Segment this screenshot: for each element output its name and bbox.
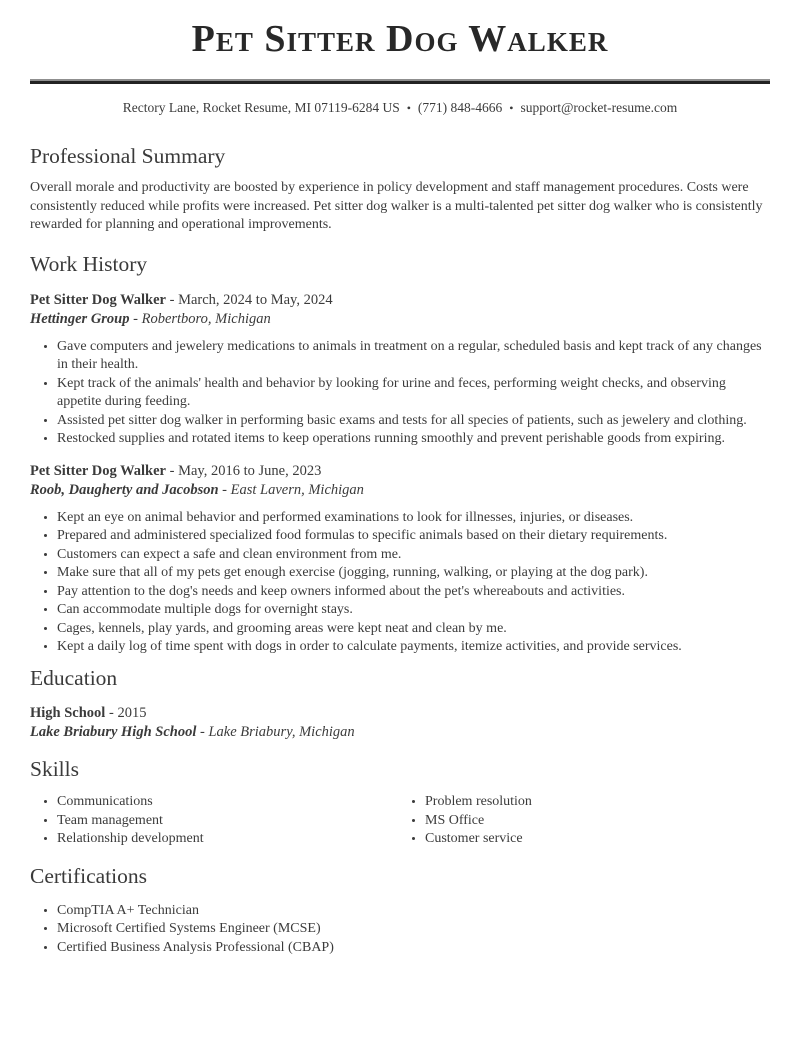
job-title-line (30, 462, 770, 481)
certification-list (30, 902, 770, 958)
certification-item: • Certified Business Analysis Professional (CBAP) (57, 939, 770, 958)
work-bullet: • Cages, kennels, play yards, and grooming areas were kept neat and clean by me. (57, 620, 770, 639)
school-name: Lake Briabury High School (30, 724, 197, 741)
company-name: Roob, Daugherty and Jacobson (30, 481, 219, 498)
resume-title: Pet Sitter Dog Walker (191, 18, 609, 60)
contact-separator: • (509, 101, 514, 116)
professional-summary-text: Overall morale and productivity are boosted by experience in policy development and staff management procedures. Costs were consistently reduced while profits were increased. Pet sitter dog walker is a multi-talented pet sitter dog walker who is consistently rewarded for planning and operational improvements. (30, 180, 763, 233)
job-location: Robertboro, Michigan (141, 310, 271, 327)
work-bullet: • Kept a daily log of time spent with dogs in order to calculate payments, itemize activities, and provide services. (57, 638, 770, 657)
job-bullet-list (30, 338, 770, 449)
job-bullet-list (30, 509, 770, 657)
school-location: Lake Briabury, Michigan (208, 724, 355, 741)
job-location: East Lavern, Michigan (230, 481, 364, 498)
certification-item: • Microsoft Certified Systems Engineer (MCSE) (57, 920, 770, 939)
job-dates: March, 2024 to May, 2024 (178, 291, 333, 308)
contact-phone: (771) 848-4666 (417, 100, 503, 116)
work-bullet: • Restocked supplies and rotated items to keep operations running smoothly and prevent perishable goods from expiring. (57, 430, 770, 449)
section-heading-professional-summary: Professional Summary (30, 144, 226, 169)
education-degree-line (30, 704, 770, 723)
contact-email: support@rocket-resume.com (520, 100, 678, 116)
job-title: Pet Sitter Dog Walker (30, 462, 166, 479)
skill-item: • Communications (57, 793, 398, 812)
skills-column-left (30, 793, 398, 849)
contact-line (30, 100, 770, 116)
dash-separator: - (165, 291, 179, 308)
skill-item: • Team management (57, 812, 398, 831)
contact-address: Rectory Lane, Rocket Resume, MI 07119-6284 US (122, 100, 400, 116)
company-name: Hettinger Group (30, 310, 130, 327)
skill-item: • Problem resolution (425, 793, 770, 812)
section-heading-certifications: Certifications (30, 863, 148, 888)
section-heading-work-history: Work History (30, 251, 148, 276)
work-bullet: • Prepared and administered specialized food formulas to specific animals based on their dietary requirements. (57, 527, 770, 546)
dash-separator: - (218, 481, 231, 498)
job-title-line (30, 291, 770, 310)
skills-column-right (398, 793, 770, 849)
work-bullet: • Make sure that all of my pets get enough exercise (jogging, running, walking, or playing at the dog park). (57, 564, 770, 583)
degree-name: High School (30, 705, 106, 722)
certification-item: • CompTIA A+ Technician (57, 902, 770, 921)
dash-separator: - (196, 724, 209, 741)
dash-separator: - (105, 705, 118, 722)
dash-separator: - (129, 310, 142, 327)
job-company-line (30, 481, 770, 500)
resume-page (0, 16, 800, 957)
work-bullet: • Can accommodate multiple dogs for overnight stays. (57, 601, 770, 620)
job-title: Pet Sitter Dog Walker (30, 291, 166, 308)
skill-item: • Relationship development (57, 830, 398, 849)
job-company-line (30, 310, 770, 329)
job-dates: May, 2016 to June, 2023 (178, 462, 322, 479)
job-entry (30, 462, 770, 657)
work-bullet: • Customers can expect a safe and clean environment from me. (57, 546, 770, 565)
job-entry (30, 291, 770, 449)
education-school-line (30, 723, 770, 742)
section-heading-skills: Skills (30, 757, 79, 782)
header-divider (30, 79, 770, 84)
work-bullet: • Gave computers and jewelery medications to animals in treatment on a regular, scheduled basis and kept track of any changes in their health. (57, 338, 770, 375)
work-bullet: • Kept track of the animals' health and behavior by looking for urine and feces, performing weight checks, and observing appetite during feeding. (57, 375, 770, 412)
contact-separator: • (406, 101, 411, 116)
work-bullet: • Assisted pet sitter dog walker in performing basic exams and tests for all species of patients, such as jewelery and clothing. (57, 412, 770, 431)
graduation-year: 2015 (117, 705, 147, 722)
skills-columns (30, 793, 770, 849)
section-heading-education: Education (30, 665, 118, 690)
skill-item: • MS Office (425, 812, 770, 831)
work-bullet: • Pay attention to the dog's needs and keep owners informed about the pet's whereabouts and activities. (57, 583, 770, 602)
dash-separator: - (165, 462, 179, 479)
skill-item: • Customer service (425, 830, 770, 849)
work-bullet: • Kept an eye on animal behavior and performed examinations to look for illnesses, injuries, or diseases. (57, 509, 770, 528)
